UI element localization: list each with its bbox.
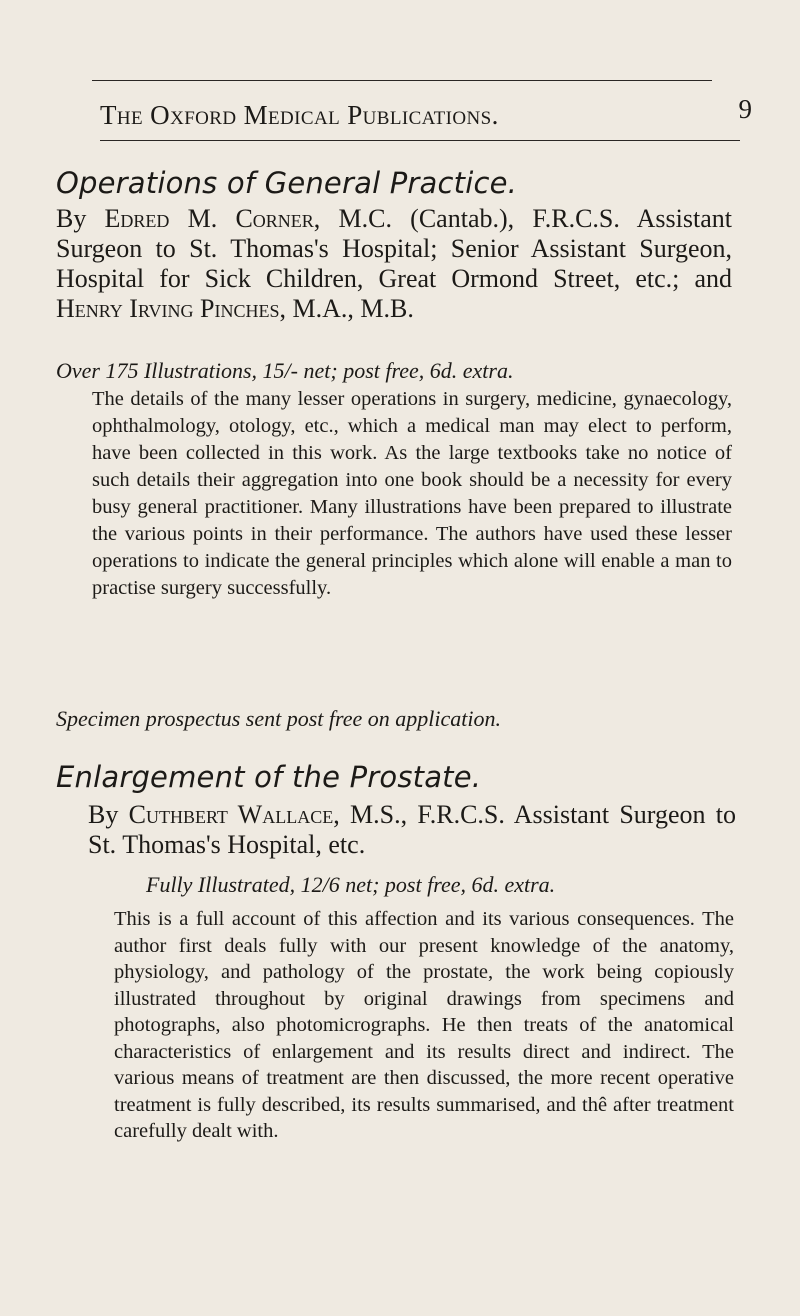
title-of: of [226, 166, 256, 200]
coauthor-degrees: M.A., M.B. [292, 294, 414, 323]
author-by: By [88, 800, 119, 829]
author-positions: Assistant Surgeon to St. Thomas's Hospital; Senior Assistant Surgeon, Hospital for Sick Children, Great Ormond Street, etc.; and [56, 204, 732, 293]
price-line-operations: Over 175 Illustrations, 15/- net; post free, 6d. extra. [56, 358, 514, 383]
title-main: Enlargement [56, 760, 245, 794]
author-block-operations [56, 204, 732, 324]
header-rule-bottom [100, 140, 740, 141]
page-number: 9 [738, 94, 752, 124]
page-header [62, 80, 752, 146]
description-operations: The details of the many lesser operations in surgery, medicine, gynaecology, ophthalmology, otology, etc., which a medical man may elect to perform, have been collected in this work. As the large textbooks take no notice of such details their aggregation into one book should be a necessity for every busy general practitioner. Many illustrations have been prepared to illustrate the various points in their performance. The authors have used these lesser operations to indicate the general principles which alone will enable a man to practise surgery successfully. [92, 388, 732, 599]
coauthor-name: Henry Irving Pinches, [56, 294, 286, 323]
header-rule-top [92, 80, 712, 81]
title-of: of [254, 760, 283, 794]
author-degrees: M.C. (Cantab.), F.R.C.S. [338, 204, 620, 233]
author-degrees: M.S., F.R.C.S. Assistant Surgeon to St. Thomas's Hospital, etc. [88, 800, 737, 859]
running-head: The Oxford Medical Publications. [100, 100, 499, 130]
title-rest: the Prostate. [291, 760, 482, 794]
specimen-note: Specimen prospectus sent post free on application. [56, 706, 502, 731]
entry-title-operations [56, 166, 517, 200]
author-name: Cuthbert Wallace, [128, 800, 340, 829]
title-main: Operations [56, 166, 218, 200]
author-by: By [56, 204, 87, 233]
title-rest: General Practice. [264, 166, 518, 200]
author-block-prostate [88, 800, 736, 860]
entry-title-prostate [56, 760, 481, 794]
author-name: Edred M. Corner, [104, 204, 321, 233]
description-prostate: This is a full account of this affection and its various consequences. The author first deals fully with our present knowledge of the anatomy, physiology, and pathology of the prostate, the work being copiously illustrated throughout by original drawings from specimens and photographs, also photomicrographs. He then treats of the anatomical characteristics of enlargement and its results direct and indirect. The various means of treatment are then discussed, the more recent operative treatment is fully described, its results summarised, and thê after treatment carefully dealt with. [114, 908, 734, 1142]
price-line-prostate: Fully Illustrated, 12/6 net; post free, 6d. extra. [146, 872, 556, 897]
